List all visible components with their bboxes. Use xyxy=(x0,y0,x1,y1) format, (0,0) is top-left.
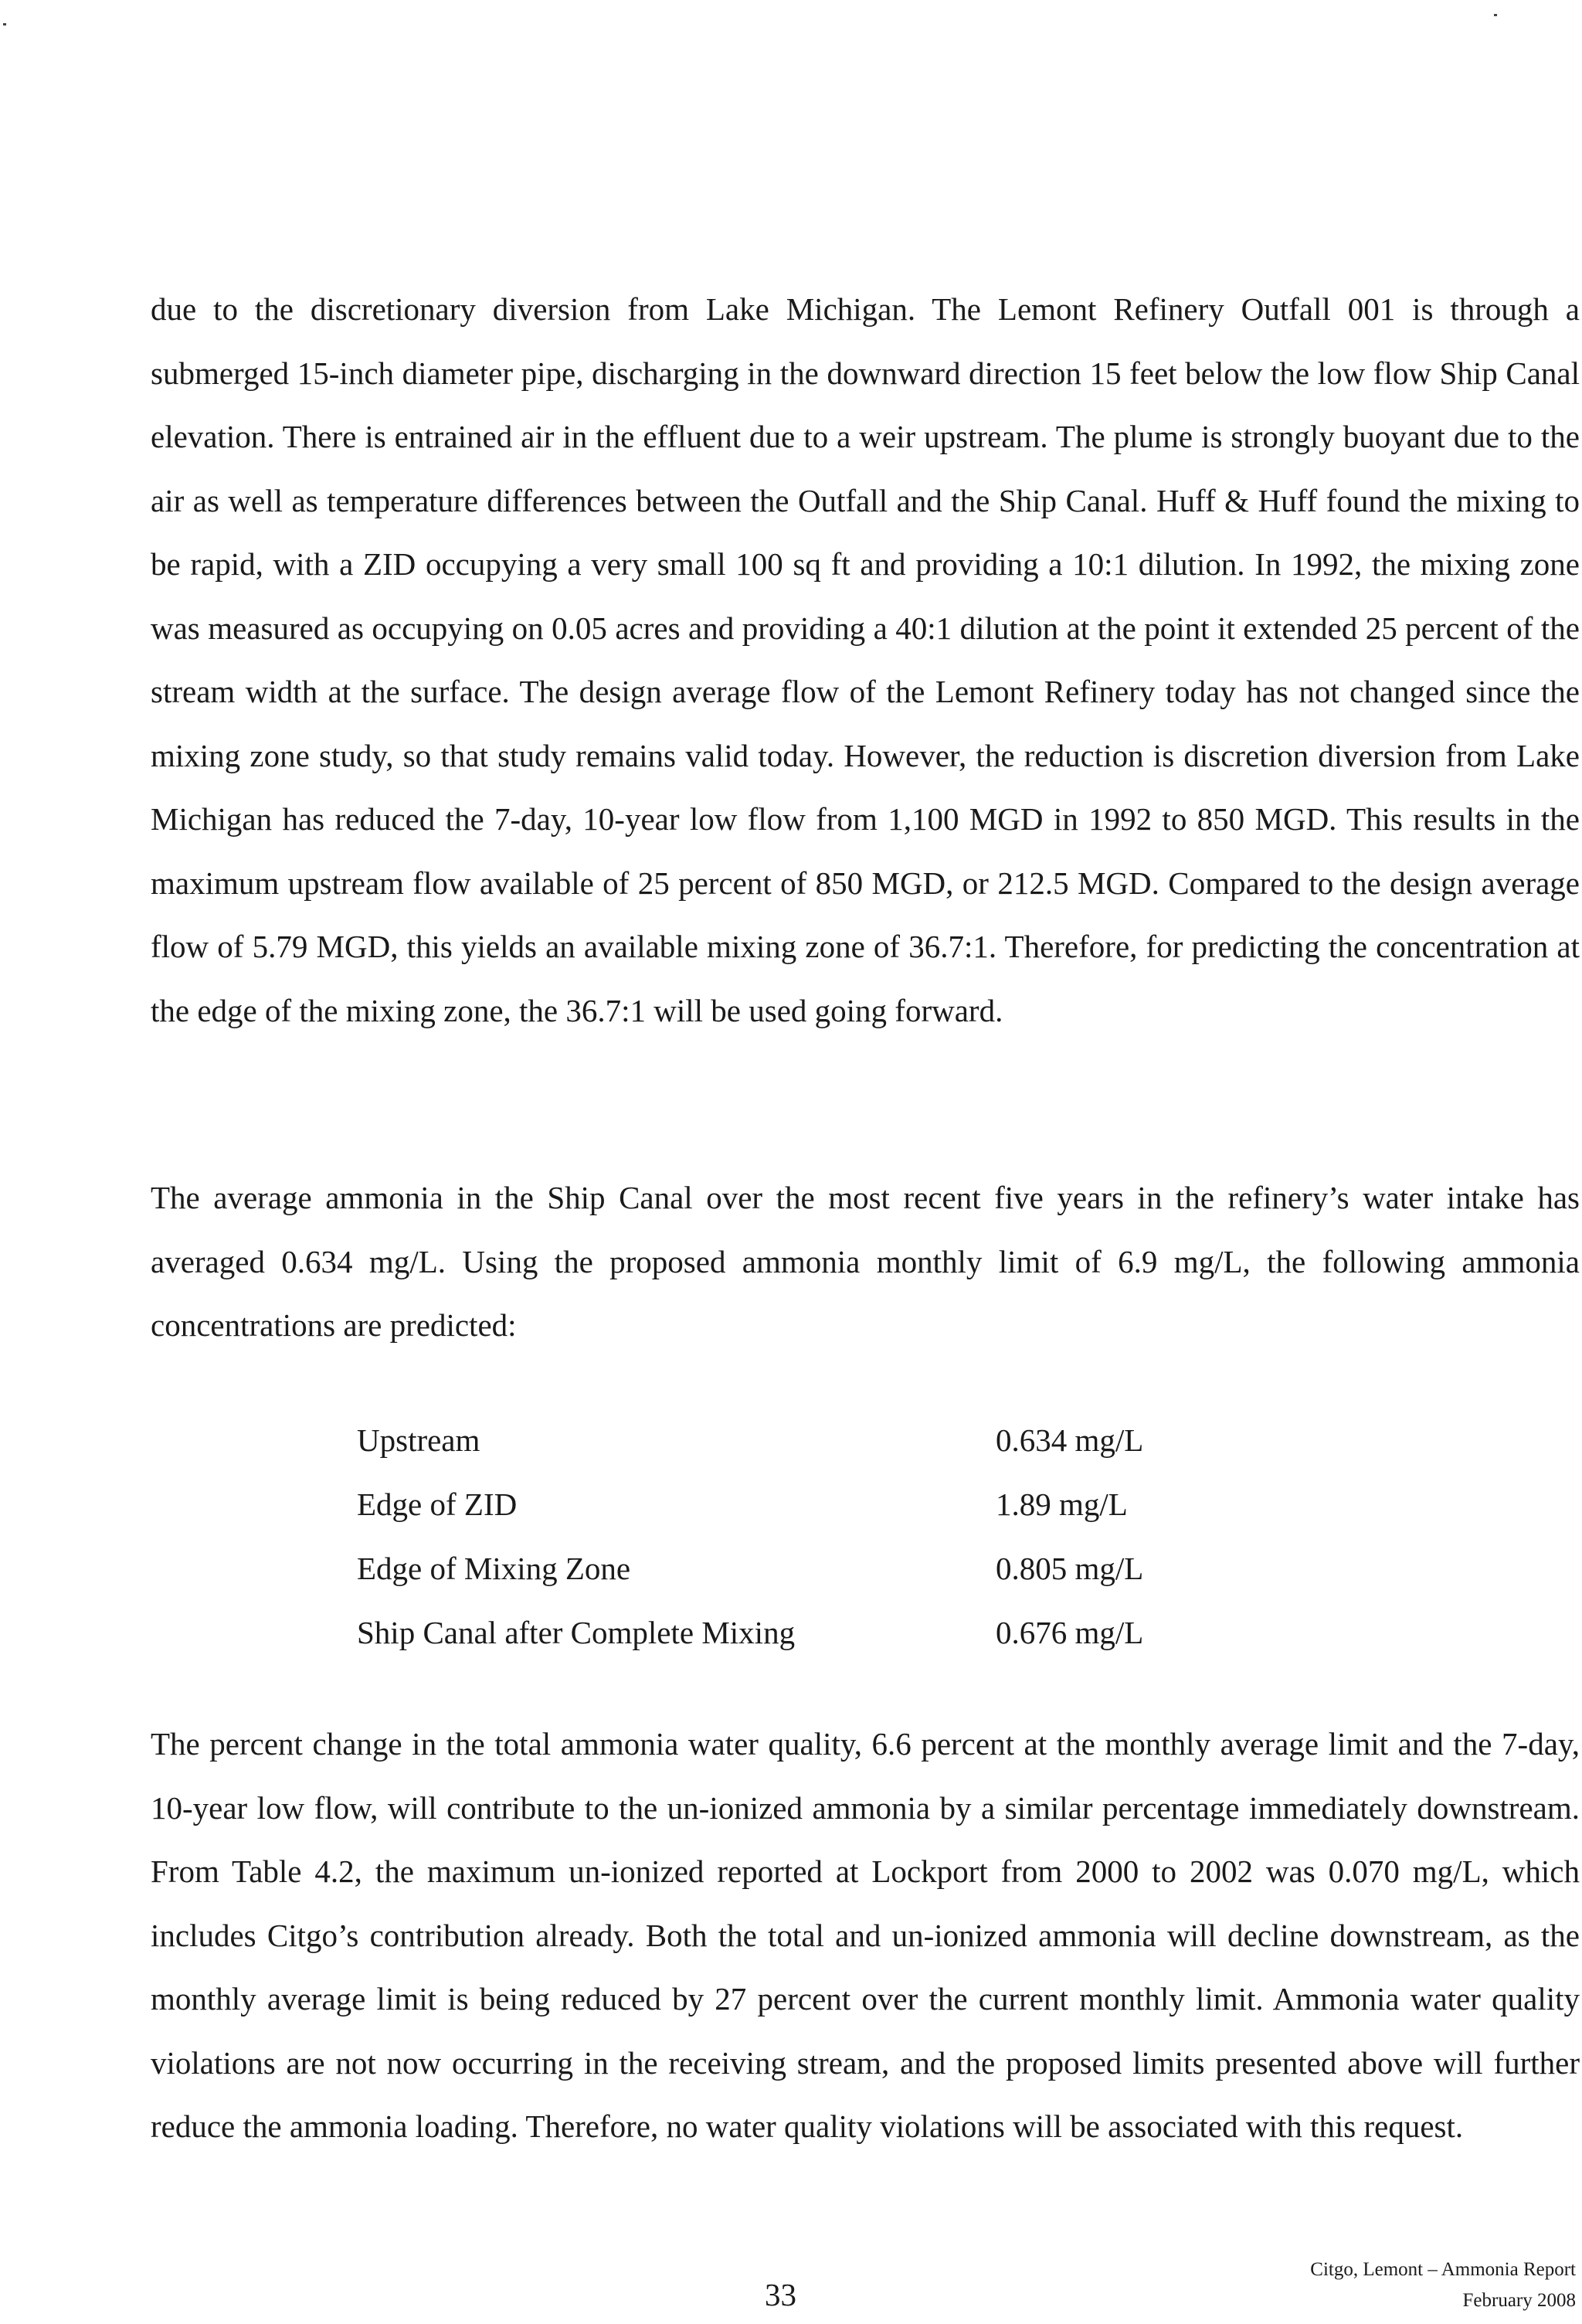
table-row xyxy=(357,1408,1207,1472)
report-title: Citgo, Lemont – Ammonia Report xyxy=(1310,2259,1576,2280)
paragraph-ammonia-intake: The average ammonia in the Ship Canal over the most recent five years in the refinery’s water intake has averaged 0.634 mg/L. Using the proposed ammonia monthly limit of 6.9 mg/L, the following ammonia concentrations are predicted: xyxy=(151,1180,1580,1343)
report-footer xyxy=(1310,2254,1576,2316)
table-row xyxy=(357,1600,1207,1664)
row-label: Ship Canal after Complete Mixing xyxy=(357,1614,796,1650)
scan-speck xyxy=(1494,14,1497,16)
row-value: 1.89 mg/L xyxy=(996,1486,1128,1522)
row-value: 0.634 mg/L xyxy=(996,1422,1144,1458)
page-number: 33 xyxy=(765,2277,796,2312)
row-value: 0.805 mg/L xyxy=(996,1550,1144,1586)
concentration-table xyxy=(357,1408,1207,1664)
paragraph-water-quality: The percent change in the total ammonia water quality, 6.6 percent at the monthly average limit and the 7-day, 10-year low flow, will contribute to the un-ionized ammonia by a similar percentage immediately downstream. From Table 4.2, the maximum un-ionized reported at Lockport from 2000 to 2002 was 0.070 mg/L, which includes Citgo’s contribution already. Both the total and un-ionized ammonia will decline downstream, as the monthly average limit is being reduced by 27 percent over the current monthly limit. Ammonia water quality violations are not now occurring in the receiving stream, and the proposed limits presented above will further reduce the ammonia loading. Therefore, no water quality violations will be associated with this request. xyxy=(151,1726,1580,2144)
row-value: 0.676 mg/L xyxy=(996,1614,1144,1650)
table-row xyxy=(357,1536,1207,1600)
scan-speck xyxy=(3,23,6,25)
row-label: Edge of Mixing Zone xyxy=(357,1550,631,1586)
table-row xyxy=(357,1472,1207,1536)
row-label: Edge of ZID xyxy=(357,1486,518,1522)
report-date: February 2008 xyxy=(1462,2290,1576,2311)
row-label: Upstream xyxy=(357,1422,480,1458)
paragraph-mixing-zone: due to the discretionary diversion from Lake Michigan. The Lemont Refinery Outfall 001 is through a submerged 15-inch diameter pipe, discharging in the downward direction 15 feet below the low flow Ship Canal elevation. There is entrained air in the effluent due to a weir upstream. The plume is strongly buoyant due to the air as well as temperature differences between the Outfall and the Ship Canal. Huff & Huff found the mixing to be rapid, with a ZID occupying a very small 100 sq ft and providing a 10:1 dilution. In 1992, the mixing zone was measured as occupying on 0.05 acres and providing a 40:1 dilution at the point it extended 25 percent of the stream width at the surface. The design average flow of the Lemont Refinery today has not changed since the mixing zone study, so that study remains valid today. However, the reduction is discretion diversion from Lake Michigan has reduced the 7-day, 10-year low flow from 1,100 MGD in 1992 to 850 MGD. This results in the maximum upstream flow available of 25 percent of 850 MGD, or 212.5 MGD. Compared to the design average flow of 5.79 MGD, this yields an available mixing zone of 36.7:1. Therefore, for predicting the concentration at the edge of the mixing zone, the 36.7:1 will be used going forward. xyxy=(151,291,1580,1028)
